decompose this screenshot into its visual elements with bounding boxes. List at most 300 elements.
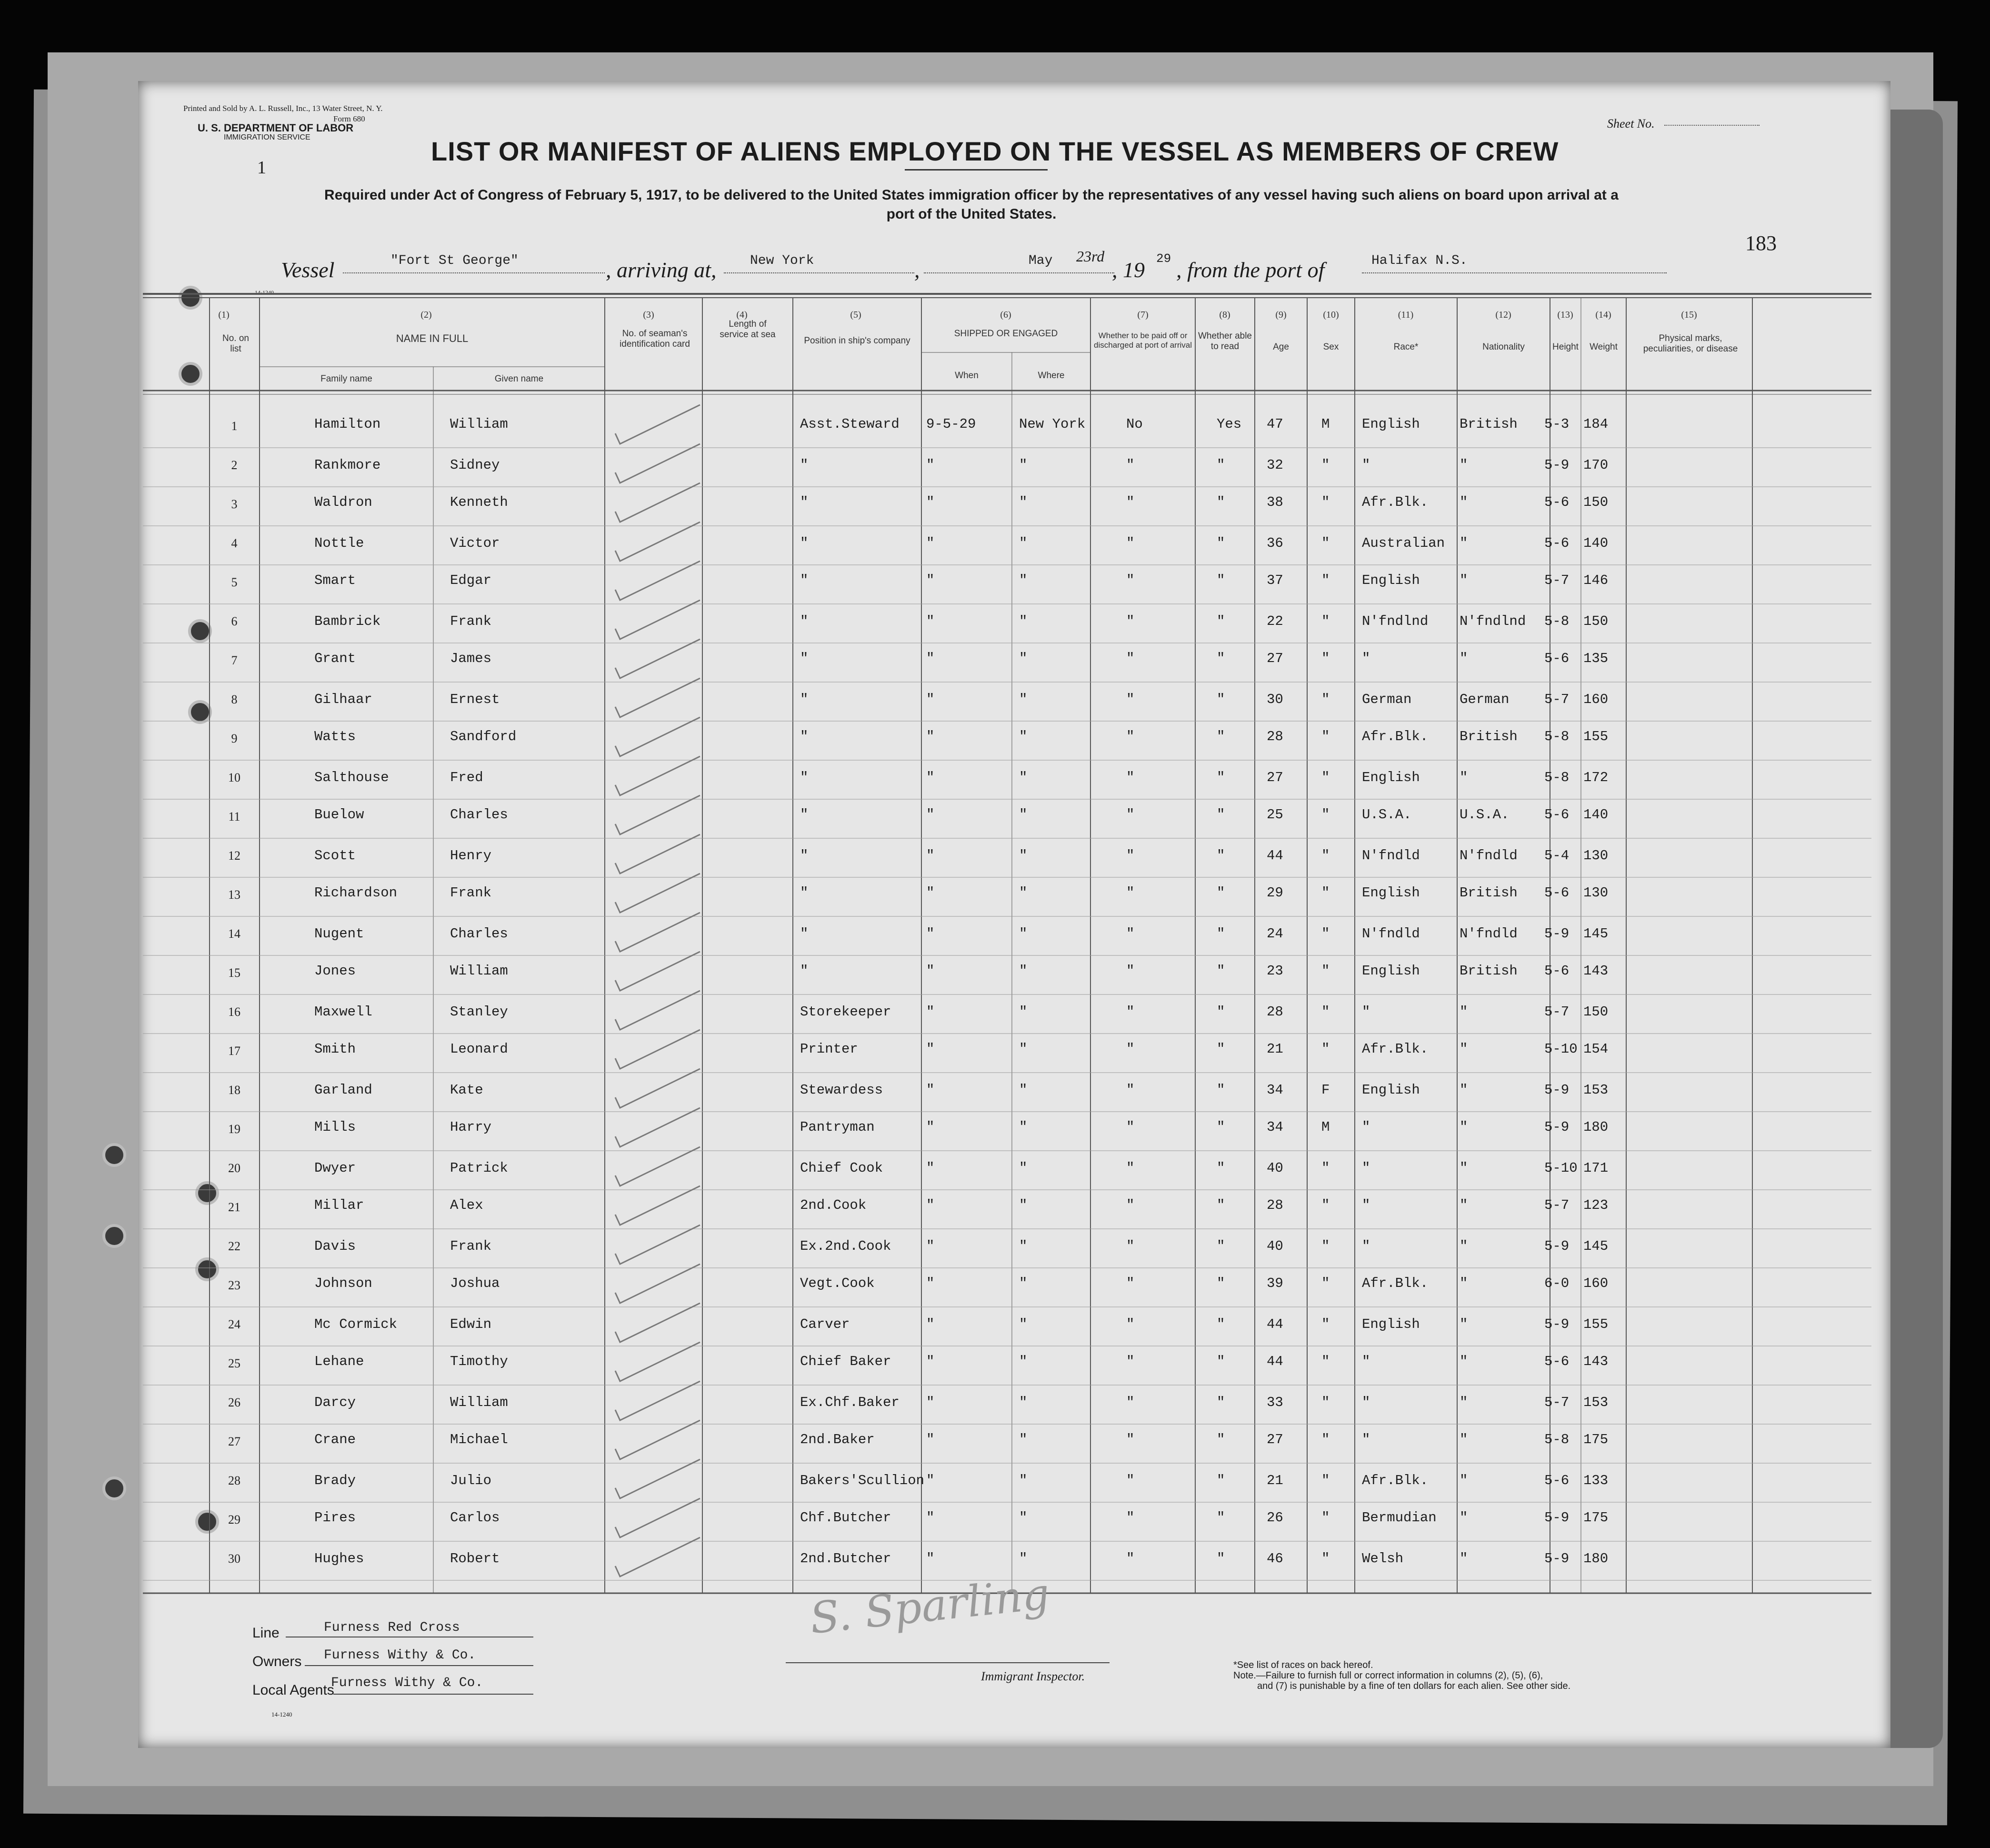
column-number: (6) bbox=[1000, 310, 1011, 320]
column-number: (12) bbox=[1495, 310, 1511, 320]
nationality-cell: " bbox=[1460, 1041, 1468, 1057]
height-cell: 5-4 bbox=[1544, 848, 1570, 864]
height-cell: 5-9 bbox=[1544, 1238, 1570, 1254]
race-cell: English bbox=[1362, 572, 1420, 588]
weight-cell: 155 bbox=[1583, 1316, 1609, 1332]
family-name-cell: Richardson bbox=[314, 885, 398, 901]
shipped-when-cell: " bbox=[926, 651, 935, 666]
owners-value: Furness Withy & Co. bbox=[324, 1648, 476, 1663]
position-cell: 2nd.Butcher bbox=[800, 1551, 891, 1567]
paid-off-cell: " bbox=[1126, 1004, 1135, 1020]
able-to-read-cell: " bbox=[1217, 1004, 1225, 1020]
shipped-where-cell: " bbox=[1019, 1473, 1028, 1488]
id-card-checkmark bbox=[615, 952, 700, 991]
shipped-when-cell: " bbox=[926, 1238, 935, 1254]
height-cell: 5-6 bbox=[1544, 494, 1570, 510]
age-cell: 37 bbox=[1267, 572, 1283, 588]
position-cell: Storekeeper bbox=[800, 1004, 891, 1020]
weight-cell: 172 bbox=[1583, 770, 1609, 785]
weight-cell: 140 bbox=[1583, 807, 1609, 823]
paid-off-cell: " bbox=[1126, 1354, 1135, 1369]
col-header-length-service: Length of service at sea bbox=[720, 319, 776, 340]
nationality-cell: British bbox=[1460, 885, 1518, 901]
able-to-read-cell: " bbox=[1217, 1354, 1225, 1369]
sex-cell: " bbox=[1321, 1510, 1330, 1526]
paid-off-cell: " bbox=[1126, 1082, 1135, 1098]
race-cell: " bbox=[1362, 1354, 1370, 1369]
paid-off-cell: " bbox=[1126, 926, 1135, 942]
given-name-cell: Patrick bbox=[450, 1160, 508, 1176]
weight-cell: 143 bbox=[1583, 1354, 1609, 1369]
given-name-cell: Michael bbox=[450, 1432, 508, 1447]
height-cell: 5-6 bbox=[1544, 885, 1570, 901]
weight-cell: 160 bbox=[1583, 1276, 1609, 1291]
race-cell: English bbox=[1362, 1082, 1420, 1098]
id-card-checkmark bbox=[615, 795, 700, 834]
id-card-checkmark bbox=[615, 1264, 700, 1303]
race-cell: English bbox=[1362, 963, 1420, 979]
able-to-read-cell: " bbox=[1217, 1473, 1225, 1488]
id-card-checkmark bbox=[615, 1225, 700, 1264]
shipped-where-cell: " bbox=[1019, 535, 1028, 551]
paid-off-cell: " bbox=[1126, 1197, 1135, 1213]
nationality-cell: " bbox=[1460, 1276, 1468, 1291]
shipped-when-cell: " bbox=[926, 457, 935, 473]
race-cell: English bbox=[1362, 885, 1420, 901]
page-title: LIST OR MANIFEST OF ALIENS EMPLOYED ON THE VESSEL AS MEMBERS OF CREW bbox=[431, 136, 1559, 166]
row-number: 8 bbox=[231, 693, 238, 706]
row-number: 21 bbox=[228, 1200, 240, 1214]
age-cell: 21 bbox=[1267, 1473, 1283, 1488]
row-number: 16 bbox=[228, 1005, 240, 1019]
column-number: (8) bbox=[1219, 310, 1230, 320]
col-header-when: When bbox=[955, 371, 979, 381]
weight-cell: 130 bbox=[1583, 848, 1609, 864]
position-cell: " bbox=[800, 692, 809, 707]
paid-off-cell: " bbox=[1126, 1473, 1135, 1488]
able-to-read-cell: " bbox=[1217, 1432, 1225, 1447]
paid-off-cell: " bbox=[1126, 1041, 1135, 1057]
able-to-read-cell: " bbox=[1217, 1395, 1225, 1410]
row-number: 24 bbox=[228, 1317, 240, 1331]
paid-off-cell: " bbox=[1126, 535, 1135, 551]
age-cell: 22 bbox=[1267, 613, 1283, 629]
shipped-when-cell: " bbox=[926, 1510, 935, 1526]
family-name-cell: Nottle bbox=[314, 535, 364, 551]
shipped-when-cell: " bbox=[926, 692, 935, 707]
able-to-read-cell: " bbox=[1217, 807, 1225, 823]
sex-cell: " bbox=[1321, 535, 1330, 551]
position-cell: Vegt.Cook bbox=[800, 1276, 875, 1291]
weight-cell: 153 bbox=[1583, 1395, 1609, 1410]
able-to-read-cell: " bbox=[1217, 1041, 1225, 1057]
line-value: Furness Red Cross bbox=[324, 1620, 460, 1635]
paid-off-cell: " bbox=[1126, 613, 1135, 629]
given-name-cell: Henry bbox=[450, 848, 492, 864]
age-cell: 44 bbox=[1267, 1354, 1283, 1369]
height-cell: 5-8 bbox=[1544, 613, 1570, 629]
agents-rule bbox=[333, 1694, 533, 1695]
able-to-read-cell: " bbox=[1217, 1119, 1225, 1135]
id-card-checkmark bbox=[615, 991, 700, 1030]
shipped-when-cell: " bbox=[926, 1197, 935, 1213]
weight-cell: 175 bbox=[1583, 1432, 1609, 1447]
nationality-cell: N'fndlnd bbox=[1460, 613, 1526, 629]
nationality-cell: " bbox=[1460, 535, 1468, 551]
height-cell: 5-8 bbox=[1544, 770, 1570, 785]
family-name-cell: Johnson bbox=[314, 1276, 372, 1291]
able-to-read-cell: " bbox=[1217, 535, 1225, 551]
sex-cell: " bbox=[1321, 572, 1330, 588]
given-name-cell: Frank bbox=[450, 613, 492, 629]
column-number: (11) bbox=[1398, 310, 1414, 320]
col-header-paid-off: Whether to be paid off or discharged at port of arrival bbox=[1094, 331, 1192, 350]
row-number: 10 bbox=[228, 771, 240, 784]
family-name-cell: Darcy bbox=[314, 1395, 356, 1410]
paid-off-cell: " bbox=[1126, 770, 1135, 785]
family-name-cell: Garland bbox=[314, 1082, 372, 1098]
shipped-when-cell: " bbox=[926, 1160, 935, 1176]
id-card-checkmark bbox=[615, 1186, 700, 1225]
position-cell: Chf.Butcher bbox=[800, 1510, 891, 1526]
shipped-when-cell: " bbox=[926, 1354, 935, 1369]
position-cell: " bbox=[800, 770, 809, 785]
height-cell: 6-0 bbox=[1544, 1276, 1570, 1291]
nationality-cell: " bbox=[1460, 1395, 1468, 1410]
row-number: 9 bbox=[231, 732, 238, 745]
shipped-where-cell: " bbox=[1019, 1276, 1028, 1291]
age-cell: 36 bbox=[1267, 535, 1283, 551]
weight-cell: 143 bbox=[1583, 963, 1609, 979]
height-cell: 5-6 bbox=[1544, 535, 1570, 551]
row-number: 20 bbox=[228, 1161, 240, 1175]
age-cell: 44 bbox=[1267, 1316, 1283, 1332]
weight-cell: 150 bbox=[1583, 494, 1609, 510]
shipped-when-cell: " bbox=[926, 885, 935, 901]
age-cell: 40 bbox=[1267, 1160, 1283, 1176]
family-name-cell: Pires bbox=[314, 1510, 356, 1526]
age-cell: 29 bbox=[1267, 885, 1283, 901]
shipped-where-cell: " bbox=[1019, 613, 1028, 629]
family-name-cell: Smart bbox=[314, 572, 356, 588]
race-cell: English bbox=[1362, 770, 1420, 785]
family-name-cell: Mills bbox=[314, 1119, 356, 1135]
col-header-height: Height bbox=[1552, 342, 1579, 352]
age-cell: 23 bbox=[1267, 963, 1283, 979]
shipped-when-cell: " bbox=[926, 770, 935, 785]
race-cell: " bbox=[1362, 651, 1370, 666]
weight-cell: 170 bbox=[1583, 457, 1609, 473]
agents-value: Furness Withy & Co. bbox=[331, 1676, 483, 1690]
age-cell: 28 bbox=[1267, 1197, 1283, 1213]
position-cell: " bbox=[800, 848, 809, 864]
sex-cell: " bbox=[1321, 1432, 1330, 1447]
paid-off-cell: " bbox=[1126, 729, 1135, 744]
able-to-read-cell: " bbox=[1217, 1160, 1225, 1176]
height-cell: 5-9 bbox=[1544, 1510, 1570, 1526]
position-cell: " bbox=[800, 807, 809, 823]
family-name-cell: Smith bbox=[314, 1041, 356, 1057]
id-card-checkmark bbox=[615, 522, 700, 561]
race-cell: Welsh bbox=[1362, 1551, 1404, 1567]
race-cell: " bbox=[1362, 1004, 1370, 1020]
id-card-checkmark bbox=[615, 561, 700, 600]
requirement-line-2: port of the United States. bbox=[886, 206, 1057, 222]
weight-cell: 123 bbox=[1583, 1197, 1609, 1213]
id-card-checkmark bbox=[615, 1342, 700, 1381]
nationality-cell: " bbox=[1460, 651, 1468, 666]
requirement-line-1: Required under Act of Congress of February 5, 1917, to be delivered to the United States immigration officer by the representatives of any vessel having such aliens on board upon arrival at a bbox=[324, 187, 1619, 203]
age-cell: 44 bbox=[1267, 848, 1283, 864]
age-cell: 21 bbox=[1267, 1041, 1283, 1057]
nationality-cell: " bbox=[1460, 494, 1468, 510]
row-number: 2 bbox=[231, 458, 238, 472]
age-cell: 46 bbox=[1267, 1551, 1283, 1567]
id-card-checkmark bbox=[615, 600, 700, 639]
given-name-cell: Sandford bbox=[450, 729, 517, 744]
height-cell: 5-7 bbox=[1544, 1197, 1570, 1213]
position-cell: Carver bbox=[800, 1316, 850, 1332]
given-name-cell: William bbox=[450, 963, 508, 979]
year-prefix: , 19 bbox=[1112, 258, 1145, 282]
paid-off-cell: " bbox=[1126, 1395, 1135, 1410]
height-cell: 5-10 bbox=[1544, 1041, 1578, 1057]
col-header-nationality: Nationality bbox=[1482, 342, 1525, 352]
row-number: 27 bbox=[228, 1435, 240, 1448]
position-cell: " bbox=[800, 885, 809, 901]
position-cell: Ex.2nd.Cook bbox=[800, 1238, 891, 1254]
weight-cell: 145 bbox=[1583, 1238, 1609, 1254]
sex-cell: " bbox=[1321, 1316, 1330, 1332]
height-cell: 5-7 bbox=[1544, 572, 1570, 588]
sex-cell: " bbox=[1321, 1276, 1330, 1291]
age-cell: 25 bbox=[1267, 807, 1283, 823]
column-number: (7) bbox=[1137, 310, 1149, 320]
sex-cell: " bbox=[1321, 651, 1330, 666]
shipped-when-cell: " bbox=[926, 1276, 935, 1291]
age-cell: 38 bbox=[1267, 494, 1283, 510]
shipped-where-cell: " bbox=[1019, 692, 1028, 707]
id-card-checkmark bbox=[615, 756, 700, 795]
sex-cell: " bbox=[1321, 692, 1330, 707]
height-cell: 5-6 bbox=[1544, 963, 1570, 979]
family-name-cell: Hughes bbox=[314, 1551, 364, 1567]
age-cell: 33 bbox=[1267, 1395, 1283, 1410]
age-cell: 32 bbox=[1267, 457, 1283, 473]
column-number: (4) bbox=[736, 310, 748, 320]
paid-off-cell: " bbox=[1126, 1432, 1135, 1447]
race-cell: Afr.Blk. bbox=[1362, 729, 1429, 744]
given-name-cell: Sidney bbox=[450, 457, 500, 473]
shipped-when-cell: 9-5-29 bbox=[926, 416, 976, 432]
shipped-where-cell: " bbox=[1019, 848, 1028, 864]
able-to-read-cell: " bbox=[1217, 1197, 1225, 1213]
col-header-name-in-full: NAME IN FULL bbox=[396, 332, 469, 344]
nationality-cell: U.S.A. bbox=[1460, 807, 1510, 823]
col-header-position: Position in ship's company bbox=[804, 336, 910, 346]
service: IMMIGRATION SERVICE bbox=[224, 133, 310, 141]
row-number: 30 bbox=[228, 1552, 240, 1566]
height-cell: 5-9 bbox=[1544, 1551, 1570, 1567]
shipped-when-cell: " bbox=[926, 1041, 935, 1057]
age-cell: 40 bbox=[1267, 1238, 1283, 1254]
row-number: 22 bbox=[228, 1239, 240, 1253]
height-cell: 5-9 bbox=[1544, 1082, 1570, 1098]
weight-cell: 175 bbox=[1583, 1510, 1609, 1526]
owners-label: Owners bbox=[252, 1654, 302, 1669]
paid-off-cell: " bbox=[1126, 1119, 1135, 1135]
age-cell: 27 bbox=[1267, 770, 1283, 785]
height-cell: 5-8 bbox=[1544, 1432, 1570, 1447]
sex-cell: " bbox=[1321, 613, 1330, 629]
age-cell: 24 bbox=[1267, 926, 1283, 942]
weight-cell: 133 bbox=[1583, 1473, 1609, 1488]
position-cell: Chief Baker bbox=[800, 1354, 891, 1369]
race-cell: N'fndld bbox=[1362, 926, 1420, 942]
given-name-cell: Julio bbox=[450, 1473, 492, 1488]
nationality-cell: German bbox=[1460, 692, 1510, 707]
family-name-cell: Lehane bbox=[314, 1354, 364, 1369]
sex-cell: " bbox=[1321, 1197, 1330, 1213]
weight-cell: 180 bbox=[1583, 1119, 1609, 1135]
race-cell: N'fndld bbox=[1362, 848, 1420, 864]
given-name-cell: Edwin bbox=[450, 1316, 492, 1332]
race-cell: " bbox=[1362, 1119, 1370, 1135]
row-number: 15 bbox=[228, 966, 240, 980]
height-cell: 5-9 bbox=[1544, 926, 1570, 942]
given-name-cell: Charles bbox=[450, 926, 508, 942]
given-name-cell: William bbox=[450, 416, 508, 432]
sex-cell: " bbox=[1321, 963, 1330, 979]
id-card-checkmark bbox=[615, 1498, 700, 1537]
shipped-when-cell: " bbox=[926, 494, 935, 510]
row-number: 23 bbox=[228, 1278, 240, 1292]
family-name-cell: Mc Cormick bbox=[314, 1316, 398, 1332]
row-number: 5 bbox=[231, 575, 238, 589]
shipped-when-cell: " bbox=[926, 807, 935, 823]
nationality-cell: " bbox=[1460, 1551, 1468, 1567]
printer-line: Printed and Sold by A. L. Russell, Inc., 13 Water Street, N. Y. bbox=[183, 104, 383, 113]
shipped-when-cell: " bbox=[926, 1473, 935, 1488]
row-number: 13 bbox=[228, 888, 240, 902]
id-card-checkmark bbox=[615, 913, 700, 952]
race-cell: " bbox=[1362, 1160, 1370, 1176]
given-name-cell: Leonard bbox=[450, 1041, 508, 1057]
age-cell: 34 bbox=[1267, 1119, 1283, 1135]
shipped-where-cell: " bbox=[1019, 1316, 1028, 1332]
shipped-when-cell: " bbox=[926, 572, 935, 588]
sex-cell: " bbox=[1321, 1551, 1330, 1567]
age-cell: 27 bbox=[1267, 1432, 1283, 1447]
shipped-where-cell: " bbox=[1019, 651, 1028, 666]
height-cell: 5-9 bbox=[1544, 457, 1570, 473]
able-to-read-cell: " bbox=[1217, 1510, 1225, 1526]
id-card-checkmark bbox=[615, 717, 700, 756]
column-number: (13) bbox=[1557, 310, 1573, 320]
id-card-checkmark bbox=[615, 1069, 700, 1108]
race-cell: English bbox=[1362, 416, 1420, 432]
height-cell: 5-7 bbox=[1544, 1004, 1570, 1020]
col-header-family-name: Family name bbox=[320, 374, 372, 384]
given-name-cell: Joshua bbox=[450, 1276, 500, 1291]
position-cell: " bbox=[800, 963, 809, 979]
paid-off-cell: " bbox=[1126, 494, 1135, 510]
position-cell: " bbox=[800, 651, 809, 666]
nationality-cell: British bbox=[1460, 416, 1518, 432]
race-cell: Afr.Blk. bbox=[1362, 1276, 1429, 1291]
row-number: 17 bbox=[228, 1044, 240, 1058]
position-cell: Printer bbox=[800, 1041, 858, 1057]
given-name-cell: Victor bbox=[450, 535, 500, 551]
sex-cell: " bbox=[1321, 494, 1330, 510]
weight-cell: 171 bbox=[1583, 1160, 1609, 1176]
family-name-cell: Grant bbox=[314, 651, 356, 666]
shipped-where-cell: " bbox=[1019, 1354, 1028, 1369]
age-cell: 28 bbox=[1267, 1004, 1283, 1020]
shipped-when-cell: " bbox=[926, 613, 935, 629]
shipped-where-cell: " bbox=[1019, 1160, 1028, 1176]
sex-cell: F bbox=[1321, 1082, 1330, 1098]
race-cell: N'fndlnd bbox=[1362, 613, 1429, 629]
given-name-cell: William bbox=[450, 1395, 508, 1410]
family-name-cell: Davis bbox=[314, 1238, 356, 1254]
sex-cell: " bbox=[1321, 807, 1330, 823]
col-header-age: Age bbox=[1273, 342, 1289, 352]
shipped-where-cell: " bbox=[1019, 1238, 1028, 1254]
race-cell: " bbox=[1362, 1395, 1370, 1410]
family-name-cell: Buelow bbox=[314, 807, 364, 823]
given-name-cell: Ernest bbox=[450, 692, 500, 707]
col-header-shipped: SHIPPED OR ENGAGED bbox=[954, 329, 1058, 339]
weight-cell: 145 bbox=[1583, 926, 1609, 942]
column-number: (1) bbox=[218, 310, 230, 320]
form-code-top: 14-1240 bbox=[255, 289, 274, 296]
id-card-checkmark bbox=[615, 639, 700, 678]
able-to-read-cell: " bbox=[1217, 1316, 1225, 1332]
shipped-where-cell: " bbox=[1019, 963, 1028, 979]
nationality-cell: " bbox=[1460, 1197, 1468, 1213]
row-number: 12 bbox=[228, 849, 240, 863]
owners-rule bbox=[305, 1665, 533, 1666]
arriving-label: , arriving at, bbox=[606, 258, 717, 282]
sex-cell: " bbox=[1321, 1041, 1330, 1057]
row-number: 1 bbox=[231, 419, 238, 433]
given-name-cell: Edgar bbox=[450, 572, 492, 588]
weight-cell: 160 bbox=[1583, 692, 1609, 707]
shipped-where-cell: " bbox=[1019, 1119, 1028, 1135]
shipped-when-cell: " bbox=[926, 1082, 935, 1098]
position-cell: " bbox=[800, 572, 809, 588]
row-number: 4 bbox=[231, 536, 238, 550]
row-number: 25 bbox=[228, 1356, 240, 1370]
able-to-read-cell: " bbox=[1217, 729, 1225, 744]
row-number: 29 bbox=[228, 1513, 240, 1527]
shipped-where-cell: " bbox=[1019, 729, 1028, 744]
paid-off-cell: " bbox=[1126, 457, 1135, 473]
id-card-checkmark bbox=[615, 1303, 700, 1342]
able-to-read-cell: " bbox=[1217, 457, 1225, 473]
page-number: 183 bbox=[1745, 231, 1777, 255]
weight-cell: 146 bbox=[1583, 572, 1609, 588]
height-cell: 5-6 bbox=[1544, 807, 1570, 823]
weight-cell: 184 bbox=[1583, 416, 1609, 432]
shipped-where-cell: " bbox=[1019, 1510, 1028, 1526]
position-cell: Stewardess bbox=[800, 1082, 883, 1098]
row-number: 3 bbox=[231, 497, 238, 511]
row-number: 11 bbox=[228, 810, 240, 824]
paid-off-cell: " bbox=[1126, 1316, 1135, 1332]
nationality-cell: " bbox=[1460, 1473, 1468, 1488]
